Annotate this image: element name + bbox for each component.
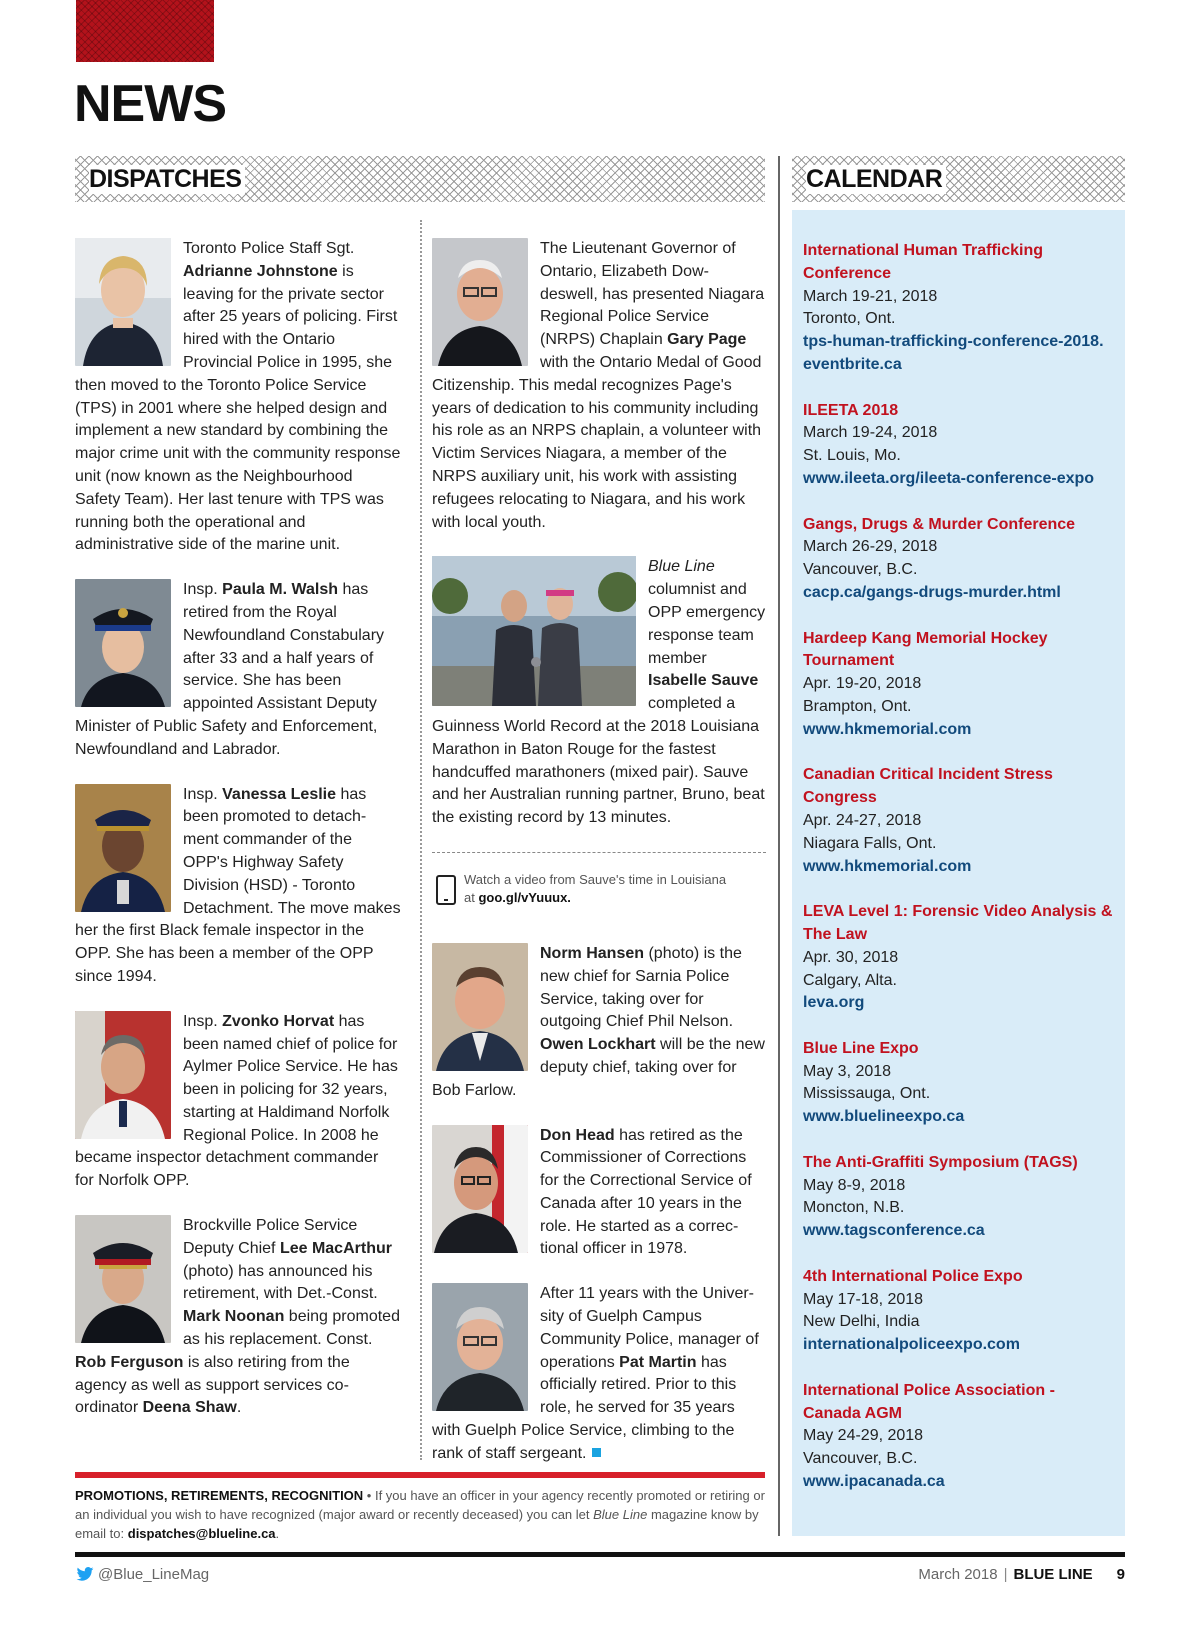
dispatches-header bbox=[75, 156, 765, 202]
dispatch-item bbox=[432, 943, 766, 1103]
portrait-photo-johnstone bbox=[75, 238, 171, 366]
tablet-icon bbox=[436, 875, 456, 905]
event-link[interactable]: www.bluelineexpo.ca bbox=[803, 1108, 965, 1126]
page-title: NEWS bbox=[74, 75, 226, 133]
portrait-photo-head bbox=[432, 1125, 528, 1253]
video-callout bbox=[432, 852, 766, 907]
event-date: May 8-9, 2018 bbox=[803, 1176, 906, 1194]
video-link[interactable]: goo.gl/vYuuux. bbox=[478, 889, 571, 905]
dispatch-text: Insp. Zvonko Horvat has been named chief of police for Aylmer Police Service. He has been in policing for 32 years, starting at Haldimand Norfolk Regional Police. In 2008 he became inspector detachment commander for Norfolk OPP. bbox=[75, 1012, 398, 1190]
event-title: Hardeep Kang Memorial Hockey Tournament bbox=[803, 629, 1048, 670]
event-link[interactable]: cacp.ca/gangs-drugs-murder.html bbox=[803, 583, 1061, 601]
dotted-column-divider bbox=[420, 220, 422, 1460]
portrait-photo-page bbox=[432, 238, 528, 366]
page-folio: March 2018 | BLUE LINE 9 bbox=[918, 1566, 1125, 1583]
calendar-event bbox=[803, 901, 1113, 1015]
event-link[interactable]: internationalpoliceexpo.com bbox=[803, 1336, 1020, 1354]
event-location: New Delhi, India bbox=[803, 1313, 920, 1331]
event-location: St. Louis, Mo. bbox=[803, 447, 901, 465]
dispatches-left-column bbox=[75, 238, 401, 1442]
event-location: Moncton, N.B. bbox=[803, 1199, 905, 1217]
calendar-event bbox=[803, 1038, 1113, 1129]
event-title: LEVA Level 1: Forensic Video Analysis & The Law bbox=[803, 903, 1113, 943]
dispatch-text: After 11 years with the Univer-sity of Guelph Campus Community Police, manager of operations Pat Martin has officially retired. Prior to this role, he served for 35 years with Guelph Police Service, climbing to the rank of staff sergeant. bbox=[432, 1285, 759, 1462]
event-title: International Police Association - Canada AGM bbox=[803, 1381, 1055, 1422]
dispatch-text: Don Head has retired as the Commissioner of Corrections for the Correctional Service of Canada after 10 years in the role. He started as a correc-tional officer in 1978. bbox=[540, 1126, 752, 1258]
portrait-photo-walsh bbox=[75, 579, 171, 707]
event-location: Toronto, Ont. bbox=[803, 310, 896, 328]
dispatch-text: The Lieutenant Governor of Ontario, Elizabeth Dow-deswell, has presented Niagara Regional Police Service (NRPS) Chaplain Gary Page with the Ontario Medal of Good Citizenship. This medal recognizes Page's years of dedication to his community including his role as an NRPS chaplain, a volunteer with Victim Services Niagara, a member of the NRPS auxiliary unit, his work with assisting refugees relocating to Niagara, and his work with local youth. bbox=[432, 240, 765, 531]
event-title: International Human Trafficking Conference bbox=[803, 242, 1044, 282]
calendar-event bbox=[803, 400, 1113, 491]
page-number: 9 bbox=[1116, 1566, 1125, 1583]
event-title: ILEETA 2018 bbox=[803, 401, 899, 419]
event-link[interactable]: www.ipacanada.ca bbox=[803, 1473, 945, 1491]
event-link[interactable]: www.hkmemorial.com bbox=[803, 857, 972, 875]
dispatches-middle-column bbox=[432, 238, 766, 1488]
event-date: May 24-29, 2018 bbox=[803, 1427, 924, 1445]
event-title: Gangs, Drugs & Murder Conference bbox=[803, 515, 1076, 533]
portrait-photo-horvat bbox=[75, 1011, 171, 1139]
event-link[interactable]: www.hkmemorial.com bbox=[803, 720, 972, 738]
calendar-event bbox=[803, 764, 1113, 878]
event-date: Apr. 24-27, 2018 bbox=[803, 811, 922, 829]
calendar-event bbox=[803, 1152, 1113, 1243]
dispatch-text: Insp. Vanessa Leslie has been promoted to detach-ment commander of the OPP's Highway Safety Division (HSD) - Toronto Detachment. The move makes her the first Black female inspector in the OPP. She has been a member of the OPP since 1994. bbox=[75, 785, 401, 985]
event-date: March 26-29, 2018 bbox=[803, 538, 938, 556]
portrait-photo-leslie bbox=[75, 784, 171, 912]
dispatch-item bbox=[432, 238, 766, 534]
portrait-photo-macarthur bbox=[75, 1215, 171, 1343]
calendar-event bbox=[803, 1380, 1113, 1494]
dispatch-item bbox=[75, 238, 401, 557]
event-location: Mississauga, Ont. bbox=[803, 1085, 931, 1103]
event-location: Vancouver, B.C. bbox=[803, 1450, 918, 1468]
dispatch-item bbox=[75, 1011, 401, 1193]
page-footer-rule bbox=[75, 1552, 1125, 1557]
calendar-event bbox=[803, 628, 1113, 742]
video-callout-text: Watch a video from Sauve's time in Louisiana at goo.gl/vYuuux. bbox=[464, 871, 727, 905]
calendar-panel bbox=[792, 210, 1125, 1536]
event-date: March 19-24, 2018 bbox=[803, 424, 938, 442]
event-location: Niagara Falls, Ont. bbox=[803, 834, 937, 852]
event-link[interactable]: leva.org bbox=[803, 994, 865, 1012]
calendar-heading: CALENDAR bbox=[806, 165, 946, 194]
event-title: Canadian Critical Incident Stress Congress bbox=[803, 766, 1053, 807]
column-divider bbox=[778, 156, 780, 1536]
dispatch-item bbox=[432, 1125, 766, 1262]
event-date: Apr. 19-20, 2018 bbox=[803, 675, 922, 693]
marathon-photo-sauve bbox=[432, 556, 636, 706]
portrait-photo-martin bbox=[432, 1283, 528, 1411]
twitter-bird-icon bbox=[76, 1567, 94, 1581]
footer-accent-bar bbox=[75, 1472, 765, 1478]
dispatch-item bbox=[432, 556, 766, 830]
dispatch-item bbox=[432, 1283, 766, 1465]
dispatch-text: Insp. Paula M. Walsh has retired from the Royal Newfoundland Constabulary after 33 and a half years of service. She has been appointed Assistant Deputy Minister of Public Safety and Enforcement, Newfoundland and Labrador. bbox=[75, 581, 385, 758]
portrait-photo-hansen bbox=[432, 943, 528, 1071]
dispatches-heading: DISPATCHES bbox=[89, 165, 245, 194]
twitter-handle[interactable]: @Blue_LineMag bbox=[76, 1566, 209, 1583]
submission-note: PROMOTIONS, RETIREMENTS, RECOGNITION • If you have an officer in your agency recently promoted or retiring or an individual you wish to have recognized (major award or recently deceased) you can let Blue Line magazine know by email to: dispatches@blueline.ca. bbox=[75, 1488, 765, 1541]
dispatch-item bbox=[75, 1215, 401, 1420]
section-color-block bbox=[76, 0, 214, 62]
event-link[interactable]: www.tagsconference.ca bbox=[803, 1222, 985, 1240]
calendar-event bbox=[803, 514, 1113, 605]
dispatch-text: Toronto Police Staff Sgt. Adrianne Johnstone is leaving for the private sector after 25 years of policing. First hired with the Ontario Provincial Police in 1995, she then moved to the Toronto Police Service (TPS) in 2001 where she helped design and implement a new standard by combining the major crime unit with the community response unit (now known as the Neighbourhood Safety Team). Her last tenure with TPS was running both the operational and administrative side of the marine unit. bbox=[75, 240, 401, 554]
dispatch-item bbox=[75, 579, 401, 761]
calendar-event bbox=[803, 1266, 1113, 1357]
event-date: Apr. 30, 2018 bbox=[803, 948, 899, 966]
event-link[interactable]: www.ileeta.org/ileeta-conference-expo bbox=[803, 469, 1095, 487]
dispatch-item bbox=[75, 784, 401, 989]
event-date: May 17-18, 2018 bbox=[803, 1290, 924, 1308]
event-location: Brampton, Ont. bbox=[803, 697, 912, 715]
dispatch-text: Blue Line columnist and OPP emergency response team member Isabelle Sauve completed a Guinness World Record at the 2018 Louisiana Marathon in Baton Rouge for the fastest handcuffed marathoners (mixed pair). Sauve and her Australian running partner, Bruno, beat the existing record by 13 minutes. bbox=[432, 558, 766, 827]
end-of-article-mark bbox=[592, 1448, 601, 1457]
calendar-event bbox=[803, 240, 1113, 377]
calendar-header bbox=[792, 156, 1125, 202]
event-title: The Anti-Graffiti Symposium (TAGS) bbox=[803, 1153, 1078, 1171]
dispatch-text: Brockville Police Service Deputy Chief Lee MacArthur (photo) has announced his retirement, with Det.-Const. Mark Noonan being promoted as his replacement. Const. Rob Ferguson is also retiring from the agency as well as support services co-ordinator Deena Shaw. bbox=[75, 1217, 400, 1417]
dispatch-text: Norm Hansen (photo) is the new chief for Sarnia Police Service, taking over for outgoing Chief Phil Nelson. Owen Lockhart will be the new deputy chief, taking over for Bob Farlow. bbox=[432, 944, 765, 1099]
dispatches-email-link[interactable]: dispatches@blueline.ca bbox=[127, 1526, 276, 1541]
event-link[interactable]: tps-human-trafficking-conference-2018. eventbrite.ca bbox=[803, 333, 1104, 373]
event-date: March 19-21, 2018 bbox=[803, 287, 938, 305]
event-date: May 3, 2018 bbox=[803, 1062, 892, 1080]
event-title: 4th International Police Expo bbox=[803, 1267, 1023, 1285]
event-location: Calgary, Alta. bbox=[803, 971, 897, 989]
event-location: Vancouver, B.C. bbox=[803, 561, 918, 579]
event-title: Blue Line Expo bbox=[803, 1039, 919, 1057]
